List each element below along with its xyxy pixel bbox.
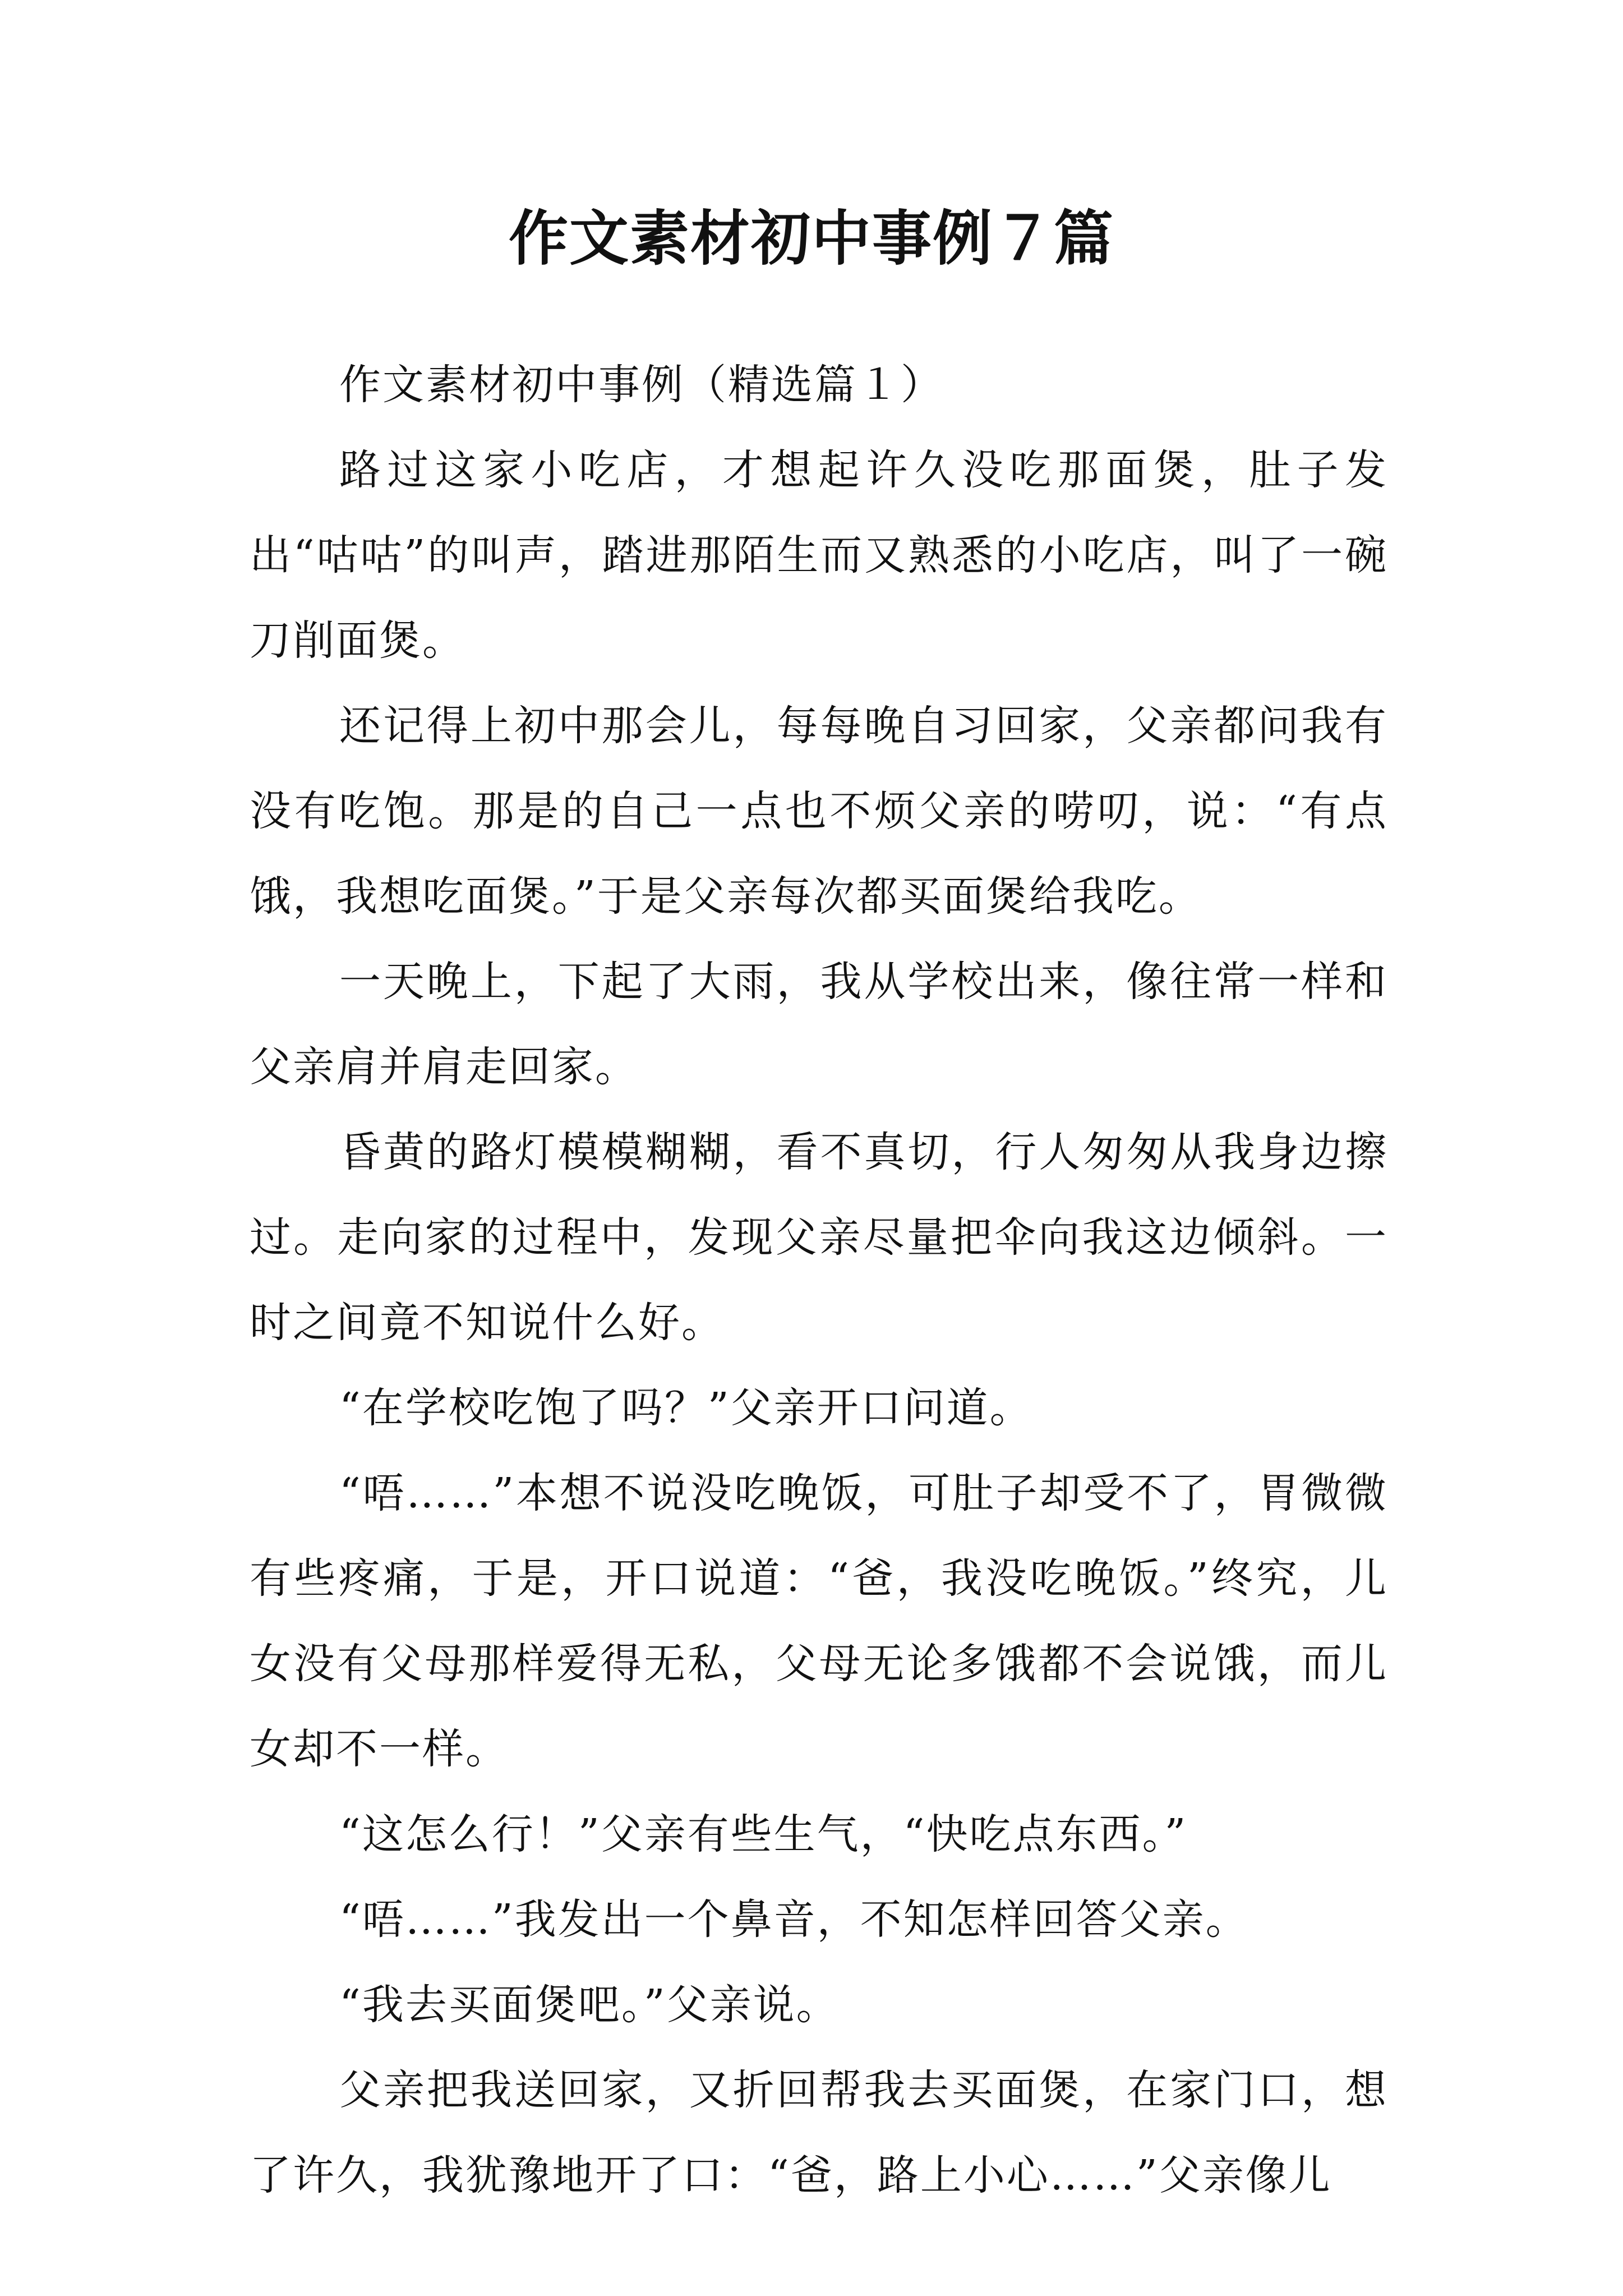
paragraph: “唔……”我发出一个鼻音，不知怎样回答父亲。: [339, 1895, 1249, 1944]
document-body: [250, 342, 1388, 2218]
paragraph: 路过这家小吃店，才想起许久没吃那面煲，肚子发出“咕咕”的叫声，踏进那陌生而又熟悉的小吃店，叫了一碗刀削面煲。: [250, 446, 1388, 665]
paragraph: 一天晚上，下起了大雨，我从学校出来，像往常一样和父亲肩并肩走回家。: [250, 958, 1388, 1091]
section-heading: 作文素材初中事例（精选篇１）: [339, 361, 944, 409]
paragraph: 还记得上初中那会儿，每每晚自习回家，父亲都问我有没有吃饱。那是的自己一点也不烦父亲的唠叨，说：“有点饿，我想吃面煲。”于是父亲每次都买面煲给我吃。: [250, 702, 1388, 921]
paragraph: 昏黄的路灯模模糊糊，看不真切，行人匆匆从我身边擦过。走向家的过程中，发现父亲尽量把伞向我这边倾斜。一时之间竟不知说什么好。: [250, 1128, 1388, 1347]
paragraph: 父亲把我送回家，又折回帮我去买面煲，在家门口，想了许久，我犹豫地开了口：“爸，路上小心……”父亲像儿: [250, 2066, 1388, 2200]
paragraph: “这怎么行！”父亲有些生气，“快吃点东西。”: [339, 1810, 1188, 1858]
paragraph: “在学校吃饱了吗？”父亲开口问道。: [339, 1384, 1033, 1432]
paragraph: “我去买面煲吧。”父亲说。: [339, 1981, 840, 2029]
paragraph: “唔……”本想不说没吃晚饭，可肚子却受不了，胃微微有些疼痛，于是，开口说道：“爸，我没吃晚饭。”终究，儿女没有父母那样爱得无私，父母无论多饿都不会说饿，而儿女却不一样。: [250, 1469, 1388, 1773]
document-title: 作文素材初中事例７篇: [509, 203, 1114, 273]
